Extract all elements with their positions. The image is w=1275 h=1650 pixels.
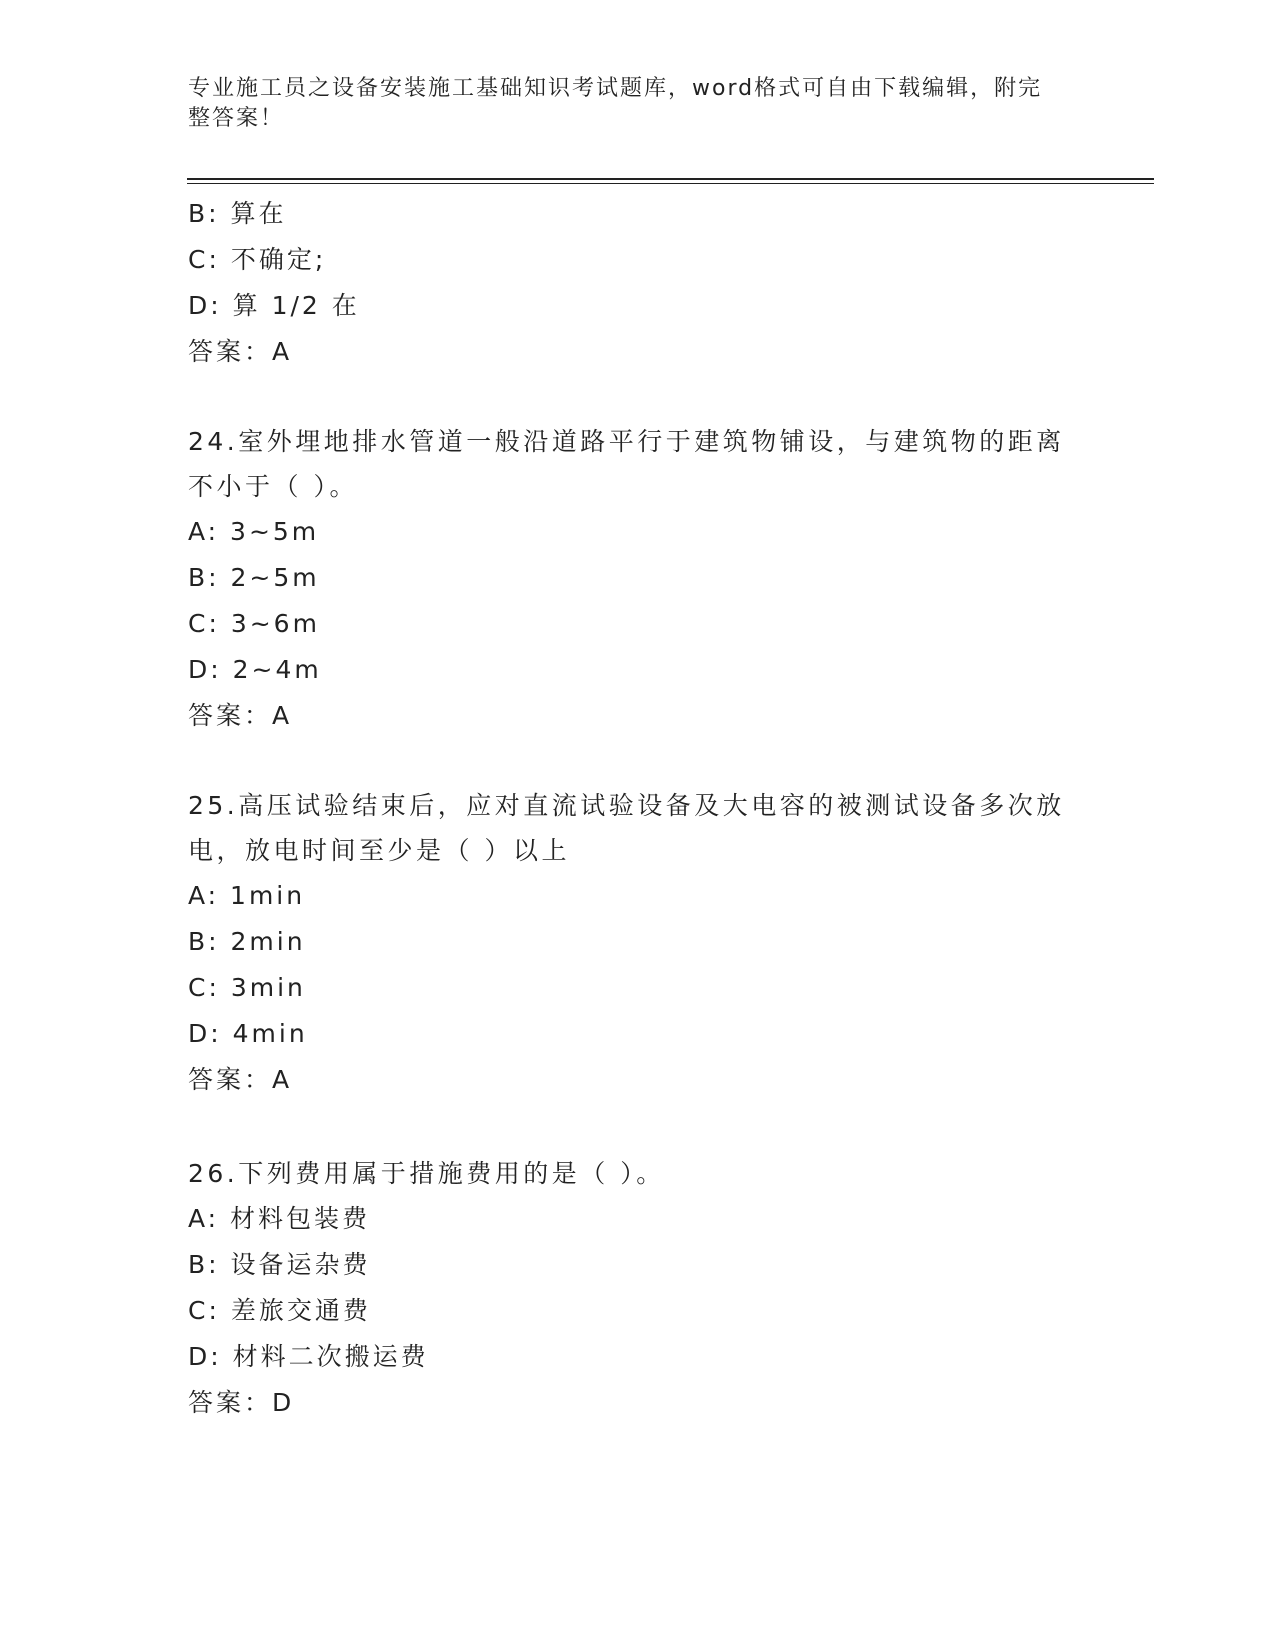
- question-stem-line1: 25.高压试验结束后，应对直流试验设备及大电容的被测试设备多次放: [188, 791, 1065, 820]
- option-b: B: 2min: [188, 927, 306, 956]
- spacer: [188, 375, 1088, 419]
- spacer: [188, 739, 1088, 783]
- option-c: C: 3min: [188, 973, 306, 1002]
- header-divider-thick: [187, 178, 1154, 180]
- option-a: A: 材料包装费: [188, 1204, 371, 1233]
- spacer: [188, 1103, 1088, 1151]
- header-title-line2: 整答案！: [188, 106, 285, 131]
- option-d: D: 2~4m: [188, 655, 322, 684]
- option-b: B: 设备运杂费: [188, 1250, 371, 1279]
- option-b: B: 2~5m: [188, 563, 320, 592]
- question-list: [188, 191, 1088, 1426]
- option-b: B: 算在: [188, 199, 287, 228]
- question-23-continued: [188, 191, 1088, 375]
- header-divider-thin: [187, 183, 1154, 184]
- answer-label: 答案：A: [188, 1065, 293, 1094]
- question-stem-line1: 24.室外埋地排水管道一般沿道路平行于建筑物铺设，与建筑物的距离: [188, 427, 1065, 456]
- option-a: A: 3~5m: [188, 517, 320, 546]
- answer-label: 答案：A: [188, 701, 293, 730]
- question-stem-line2: 不小于（ ）。: [188, 472, 358, 501]
- header-title-line1: 专业施工员之设备安装施工基础知识考试题库，word格式可自由下载编辑，附完: [188, 76, 1043, 101]
- question-26: [188, 1151, 1088, 1426]
- option-d: D: 材料二次搬运费: [188, 1342, 429, 1371]
- option-c: C: 不确定;: [188, 245, 327, 274]
- answer-label: 答案：A: [188, 337, 293, 366]
- question-25: [188, 783, 1088, 1103]
- option-c: C: 差旅交通费: [188, 1296, 371, 1325]
- option-d: D: 4min: [188, 1019, 308, 1048]
- question-stem-line2: 电，放电时间至少是（ ）以上: [188, 836, 570, 865]
- option-a: A: 1min: [188, 881, 306, 910]
- answer-label: 答案：D: [188, 1388, 295, 1417]
- question-stem-line1: 26.下列费用属于措施费用的是（ ）。: [188, 1159, 665, 1188]
- option-d: D: 算 1/2 在: [188, 291, 360, 320]
- document-header: [188, 74, 1068, 134]
- question-24: [188, 419, 1088, 739]
- option-c: C: 3~6m: [188, 609, 320, 638]
